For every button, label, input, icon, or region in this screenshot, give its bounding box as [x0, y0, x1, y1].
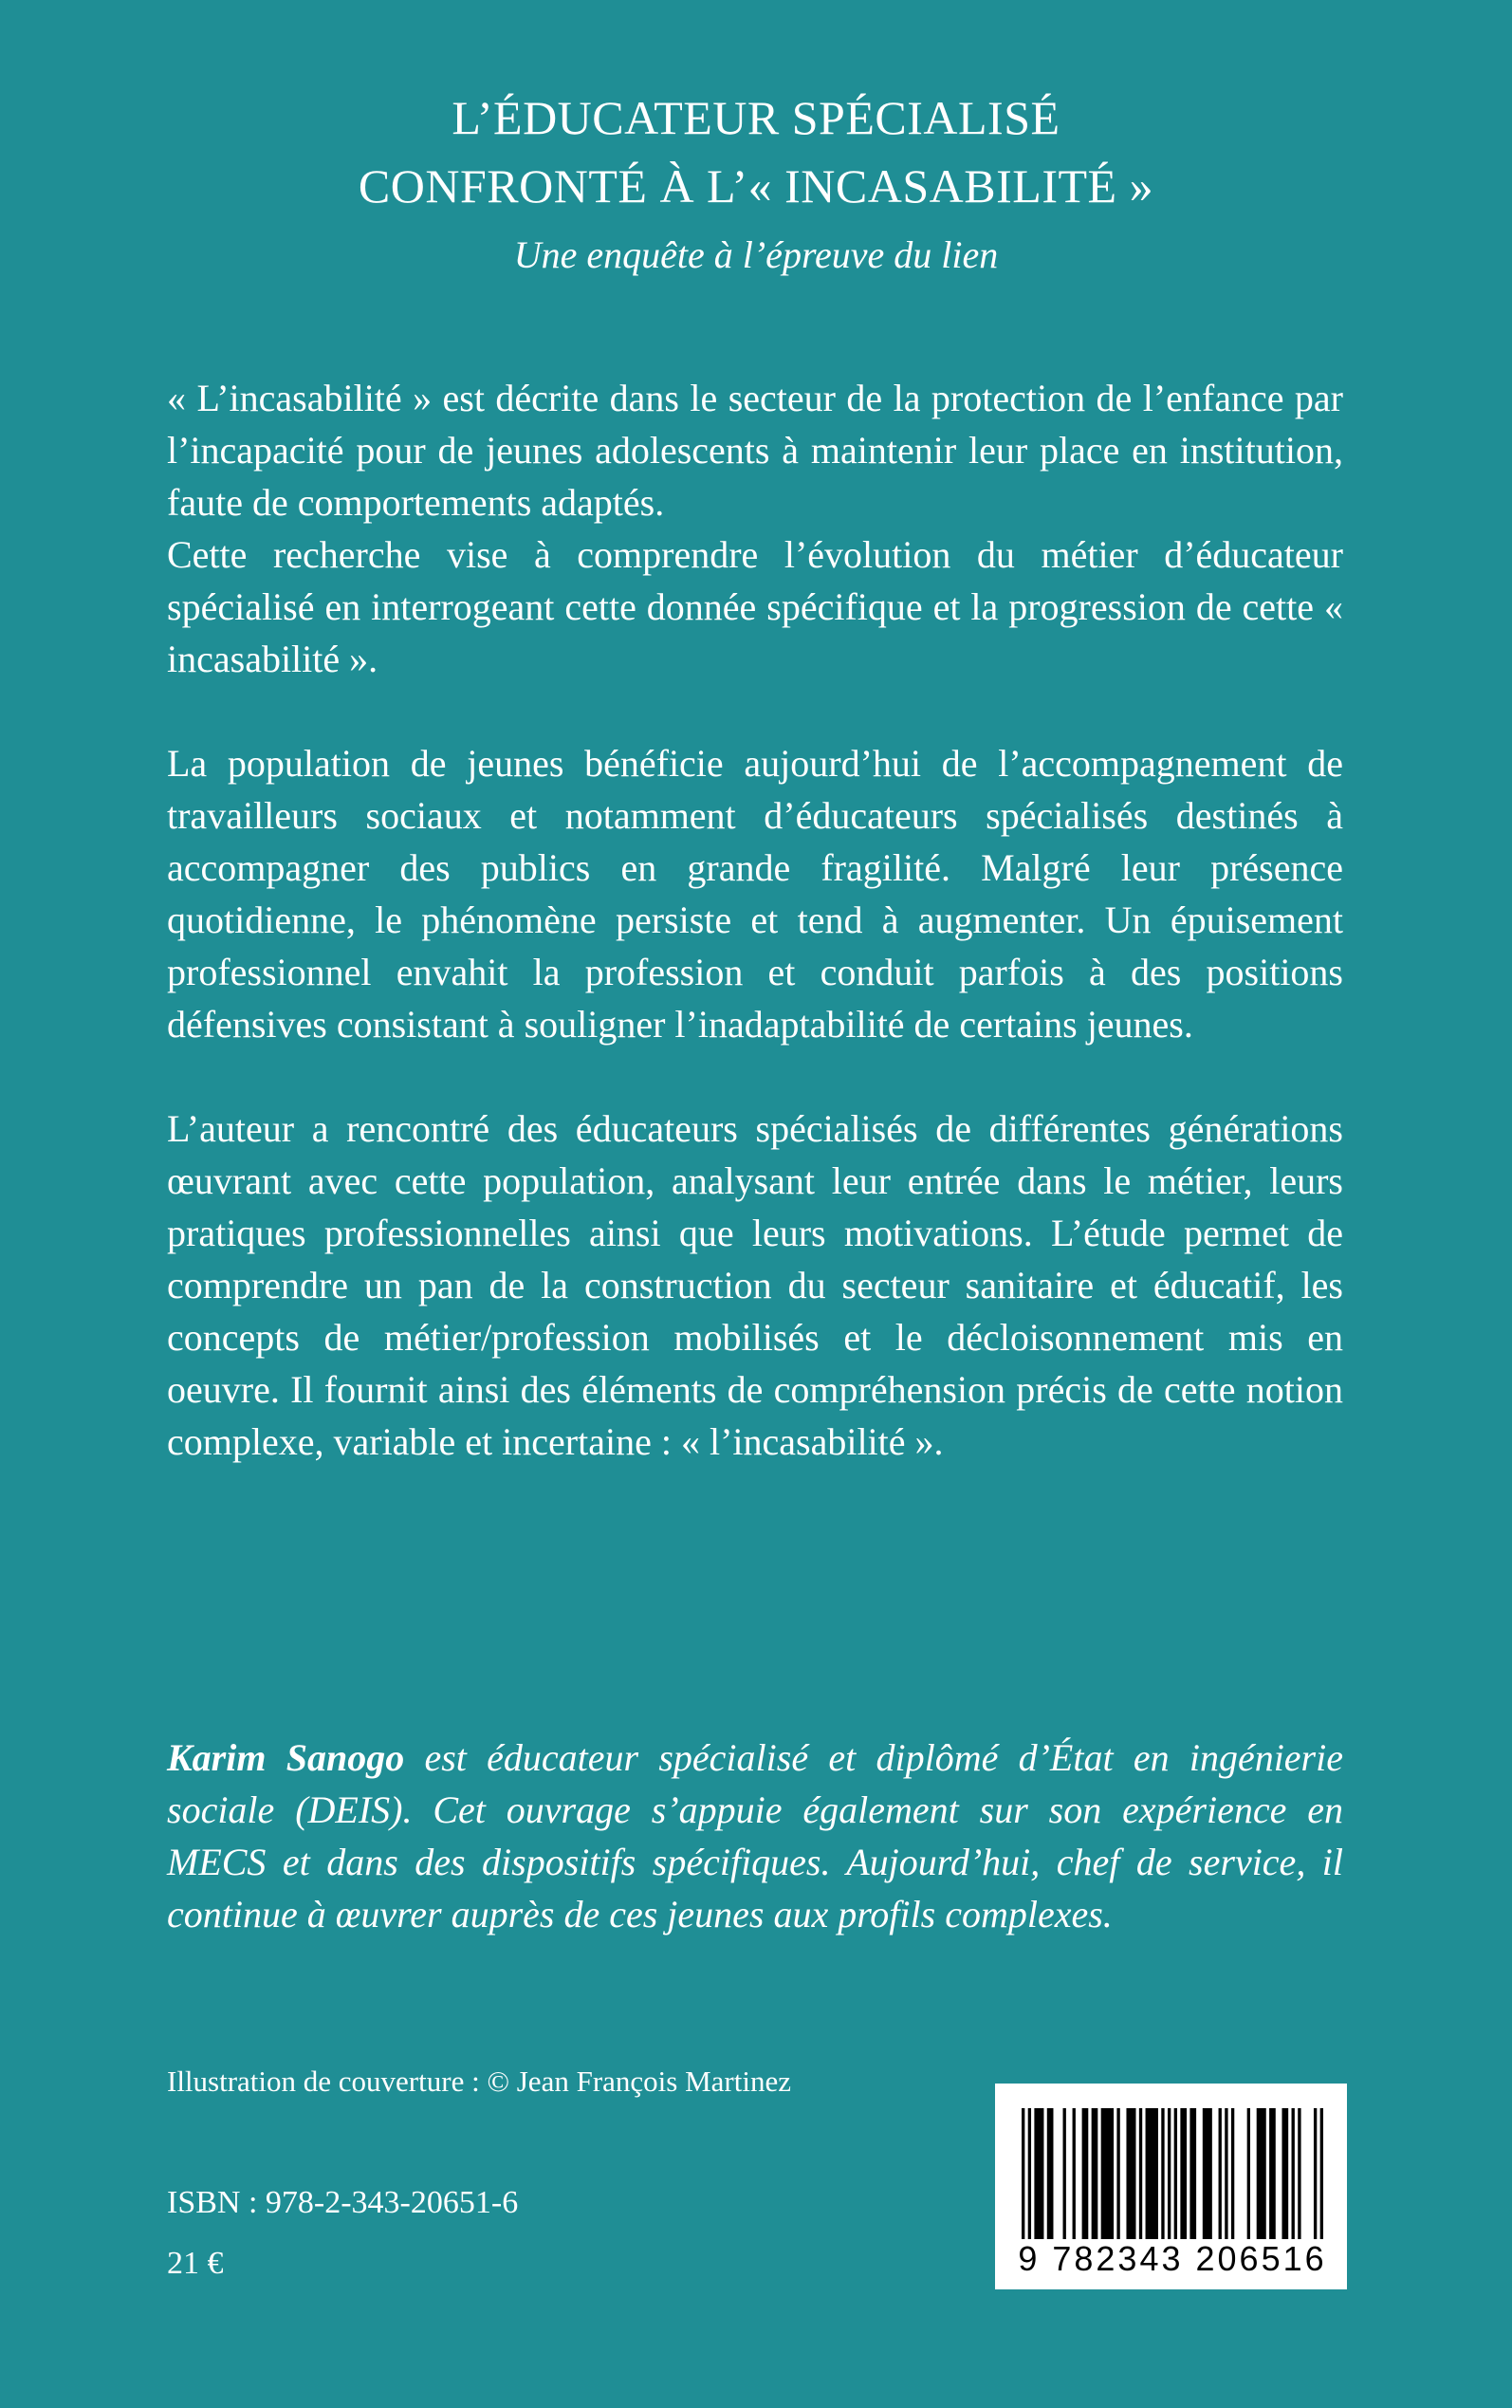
- subtitle: Une enquête à l’épreuve du lien: [513, 233, 999, 276]
- paragraph-2: [167, 737, 1343, 1050]
- barcode-bar: [1139, 2108, 1142, 2239]
- paragraph-1: [167, 372, 1343, 685]
- barcode-bar: [1022, 2108, 1024, 2239]
- price: 21 €: [167, 2246, 224, 2281]
- barcode-bar: [1073, 2108, 1076, 2239]
- title-line-1: L’ÉDUCATEUR SPÉCIALISÉ: [452, 91, 1060, 144]
- barcode-bar: [1231, 2108, 1234, 2239]
- barcode-bar: [1247, 2108, 1250, 2239]
- barcode-bar: [1298, 2108, 1300, 2239]
- paragraph-2-text: La population de jeunes bénéficie aujourd’hui de l’accompagnement de travailleurs sociaux et notamment d’éducateurs spécialisés destinés à accompagner des publics en grande fragilité. Malgré leur présence quotidienne, le phénomène persiste et tend à augmenter. Un épuisement professionnel envahit la profession et conduit parfois à des positions défensives consistant à souligner l’inadaptabilité de certains jeunes.: [167, 742, 1343, 1046]
- barcode-bar: [1126, 2108, 1135, 2239]
- barcode-bar: [1282, 2108, 1288, 2239]
- barcode-bar: [1047, 2108, 1054, 2239]
- barcode-icon: [1022, 2108, 1323, 2239]
- barcode-bar: [1028, 2108, 1031, 2239]
- author-name: Karim Sanogo: [167, 1736, 405, 1779]
- barcode-bar: [1189, 2108, 1196, 2239]
- paragraph-1-part-a: « L’incasabilité » est décrite dans le secteur de la protection de l’enfance par l’incapacité pour de jeunes adolescents à maintenir leur place en institution, faute de comportements adaptés.: [167, 377, 1343, 524]
- barcode-bar: [1225, 2108, 1227, 2239]
- isbn: ISBN : 978-2-343-20651-6: [167, 2185, 519, 2220]
- blurb: [167, 372, 1343, 1520]
- title-line-2: CONFRONTÉ À L’« INCASABILITÉ »: [358, 159, 1154, 213]
- barcode-bar: [1082, 2108, 1089, 2239]
- barcode-bar: [1161, 2108, 1164, 2239]
- barcode-bar: [1174, 2108, 1177, 2239]
- cover-credit: Illustration de couverture : © Jean François Martinez: [167, 2065, 791, 2098]
- barcode-bar: [1203, 2108, 1212, 2239]
- barcode-bar: [1101, 2108, 1114, 2239]
- barcode-bar: [1219, 2108, 1222, 2239]
- barcode-bar: [1320, 2108, 1323, 2239]
- barcode-digits: 9 782343 206516: [1018, 2239, 1327, 2278]
- title-block: [167, 83, 1345, 279]
- barcode-bar: [1146, 2108, 1158, 2239]
- barcode-bar: [1092, 2108, 1098, 2239]
- barcode-bar: [1314, 2108, 1317, 2239]
- paragraph-3: [167, 1102, 1343, 1468]
- barcode-bar: [1034, 2108, 1043, 2239]
- paragraph-1-part-b: Cette recherche vise à comprendre l’évolution du métier d’éducateur spécialisé en interrogeant cette donnée spécifique et la progression de cette « incasabilité ».: [167, 533, 1343, 680]
- barcode-bar: [1292, 2108, 1295, 2239]
- barcode-bar: [1180, 2108, 1187, 2239]
- barcode-bar: [1257, 2108, 1266, 2239]
- barcode-bar: [1116, 2108, 1119, 2239]
- barcode-bar: [1269, 2108, 1276, 2239]
- paragraph-3-text: L’auteur a rencontré des éducateurs spécialisés de différentes générations œuvrant avec cette population, analysant leur entrée dans le métier, leurs pratiques professionnelles ainsi que leurs motivations. L’étude permet de comprendre un pan de la construction du secteur sanitaire et éducatif, les concepts de métier/profession mobilisés et le décloisonnement mis en oeuvre. Il fournit ainsi des éléments de compréhension précis de cette notion complexe, variable et incertaine : « l’incasabilité ».: [167, 1107, 1343, 1463]
- author-bio: [167, 1732, 1343, 1940]
- barcode-bar: [1063, 2108, 1066, 2239]
- barcode-label: [995, 2084, 1347, 2289]
- barcode-bar: [1168, 2108, 1171, 2239]
- author-bio-text: est éducateur spécialisé et diplômé d’État en ingénierie sociale (DEIS). Cet ouvrage s’appuie également sur son expérience en MECS et dans des dispositifs spécifiques. Aujourd’hui, chef de service, il continue à œuvrer auprès de ces jeunes aux profils complexes.: [167, 1736, 1343, 1936]
